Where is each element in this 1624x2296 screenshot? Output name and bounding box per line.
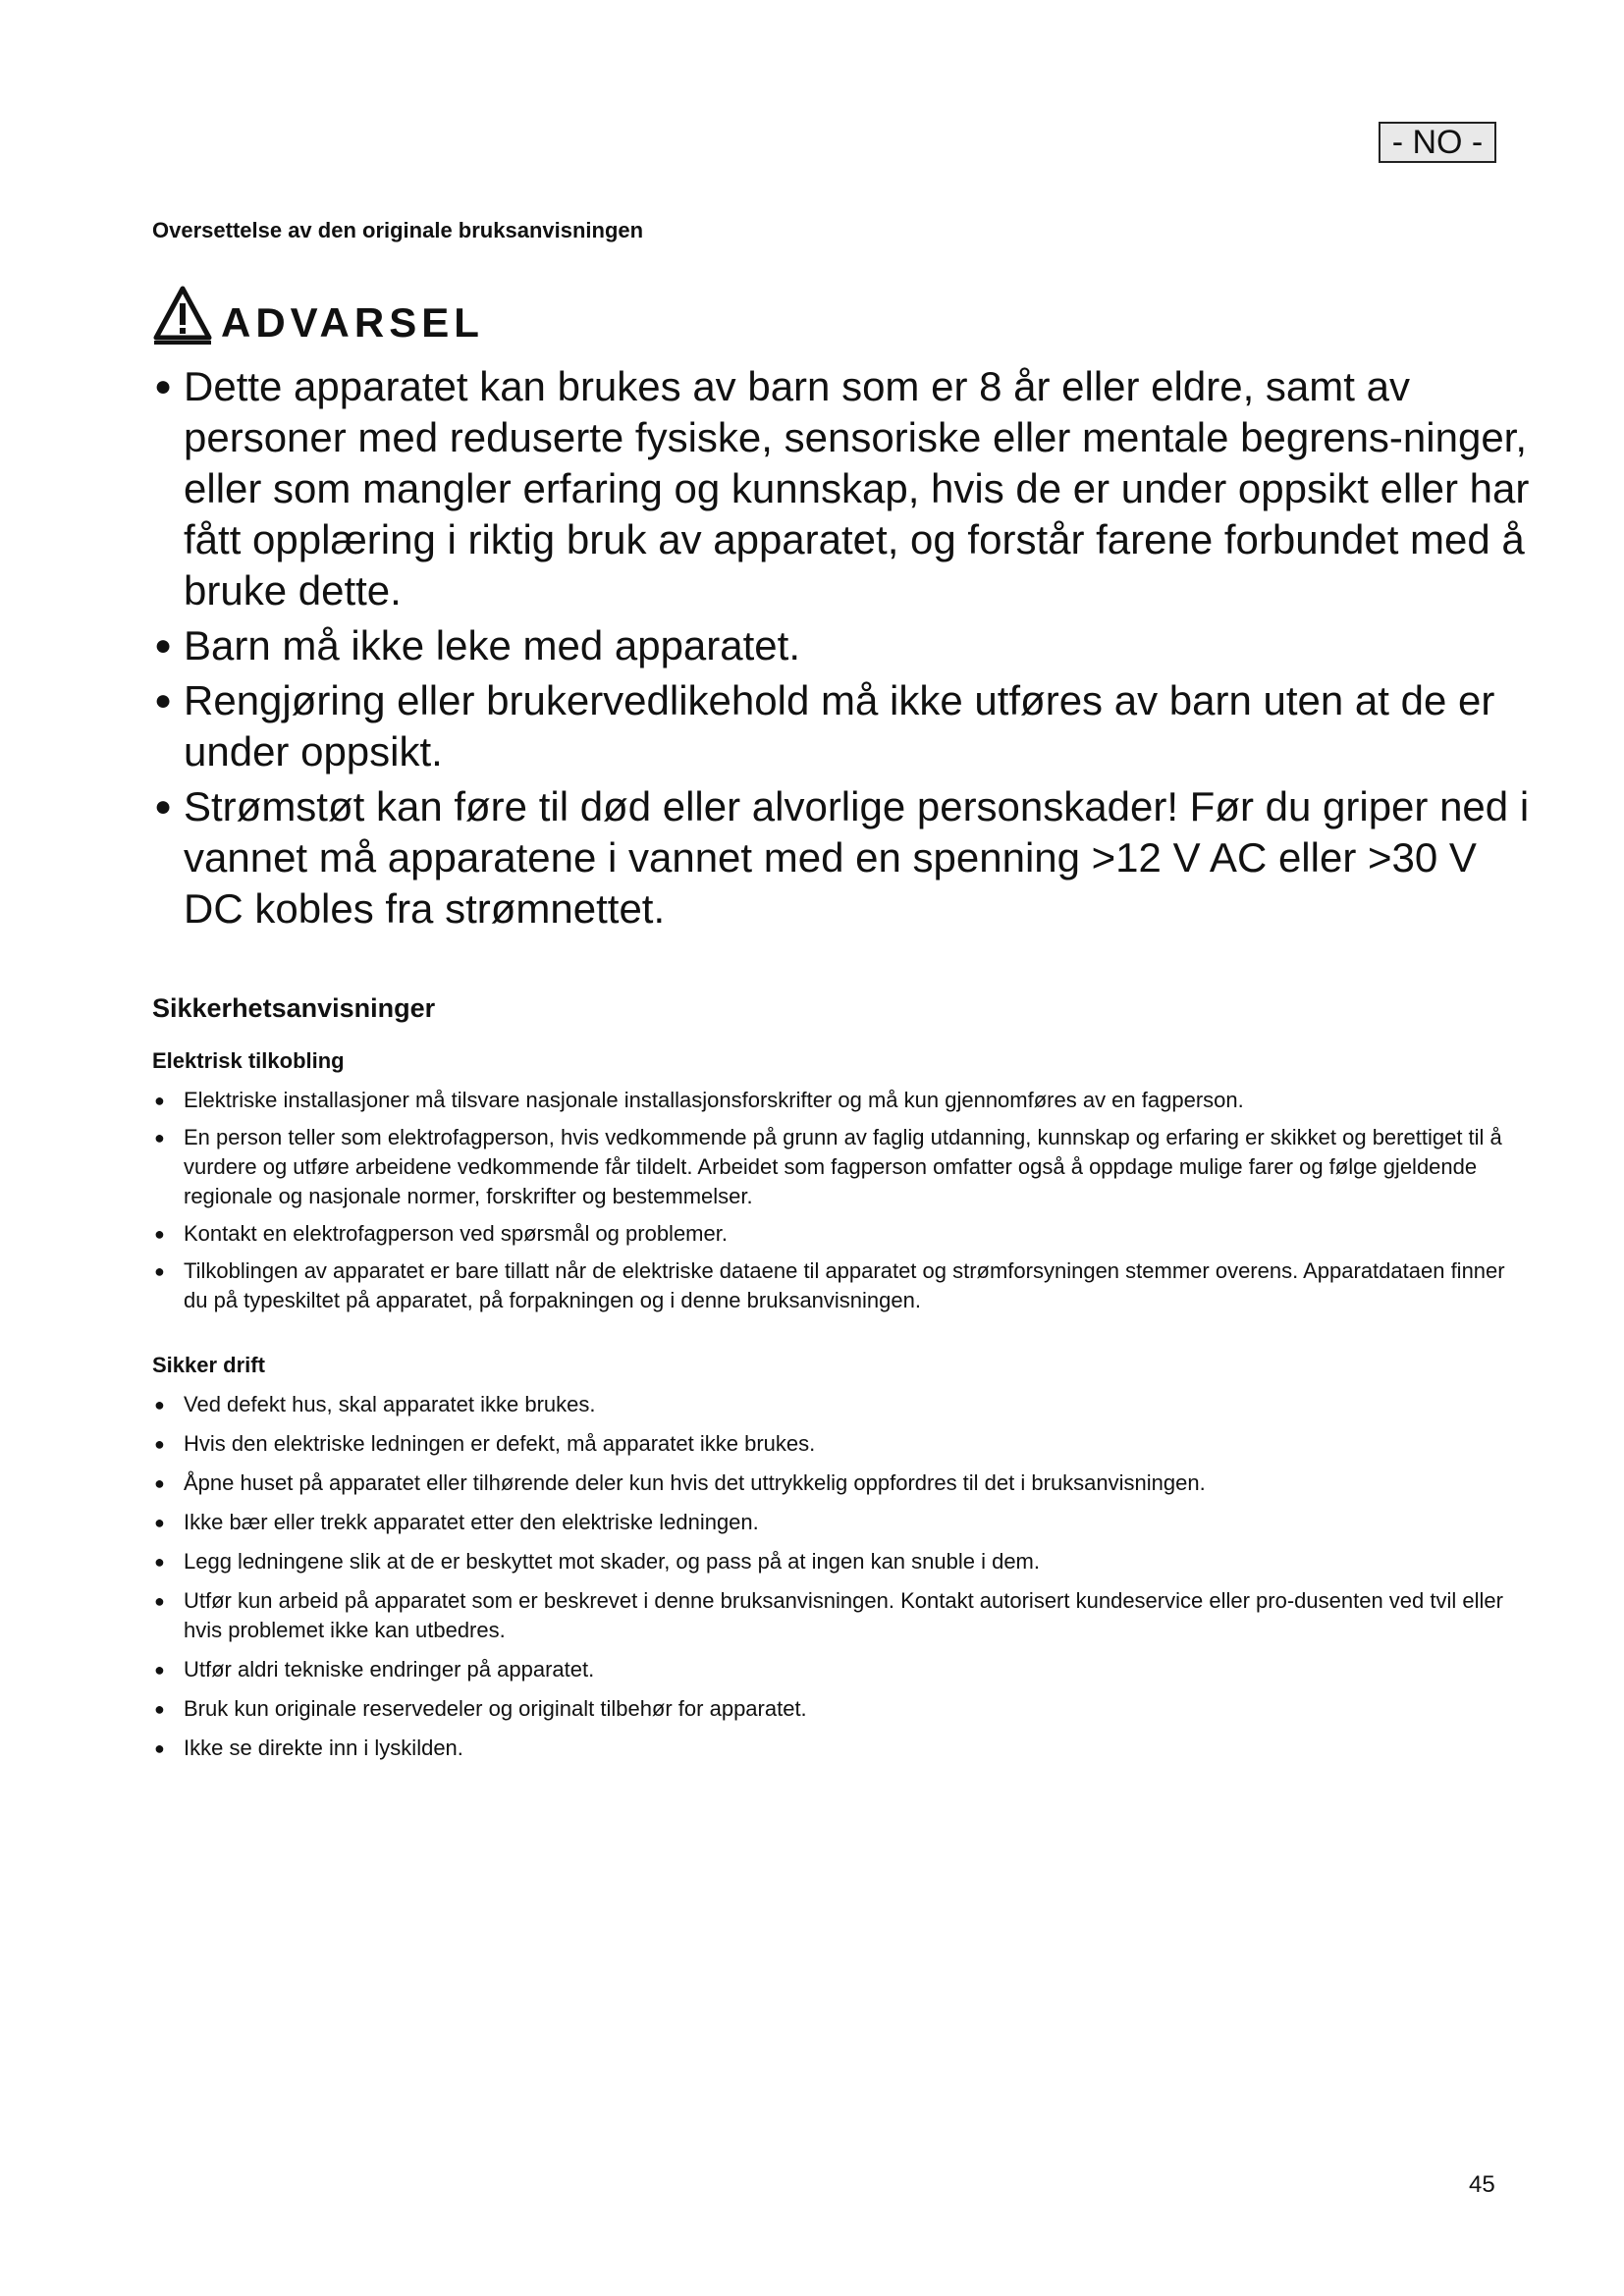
warning-item: ● Rengjøring eller brukervedlikehold må ikke utføres av barn uten at de er under oppsikt. bbox=[154, 677, 1495, 774]
list-item: ● Kontakt en elektrofagperson ved spørsmål og problemer. bbox=[152, 1219, 1507, 1249]
list-item: ● Åpne huset på apparatet eller tilhørende deler kun hvis det uttrykkelig oppfordres til det i bruksanvisningen. bbox=[152, 1468, 1507, 1498]
list-item: ● Elektriske installasjoner må tilsvare nasjonale installasjonsforskrifter og må kun gjennomføres av en fagperson. bbox=[152, 1086, 1507, 1115]
bullet-icon: ● bbox=[154, 629, 173, 662]
safety-section-title: Sikkerhetsanvisninger bbox=[152, 993, 436, 1023]
bullet-icon: ● bbox=[154, 1513, 165, 1532]
bullet-icon: ● bbox=[154, 1091, 165, 1110]
warning-triangle-icon bbox=[152, 285, 213, 346]
electrical-subtitle: Elektrisk tilkobling bbox=[152, 1048, 345, 1073]
bullet-icon: ● bbox=[154, 1699, 165, 1719]
bullet-icon: ● bbox=[154, 1395, 165, 1415]
bullet-icon: ● bbox=[154, 1224, 165, 1244]
operation-subtitle: Sikker drift bbox=[152, 1353, 265, 1377]
bullet-icon: ● bbox=[154, 1591, 165, 1611]
bullet-icon: ● bbox=[154, 1552, 165, 1572]
bullet-icon: ● bbox=[154, 1261, 165, 1281]
page-number: 45 bbox=[1469, 2171, 1495, 2198]
warning-list bbox=[152, 361, 1546, 938]
warning-item: ● Strømstøt kan føre til død eller alvorlige personskader! Før du griper ned i vannet må apparatene i vannet med en spenning >12 V AC eller >30 V DC kobles fra strømnettet. bbox=[154, 783, 1530, 932]
bullet-icon: ● bbox=[154, 370, 173, 402]
list-item: ● Hvis den elektriske ledningen er defekt, må apparatet ikke brukes. bbox=[152, 1429, 1507, 1459]
list-item: ● Ved defekt hus, skal apparatet ikke brukes. bbox=[152, 1390, 1507, 1419]
operation-list bbox=[152, 1390, 1507, 1763]
bullet-icon: ● bbox=[154, 1473, 165, 1493]
list-item: ● Utfør aldri tekniske endringer på apparatet. bbox=[152, 1655, 1507, 1684]
bullet-icon: ● bbox=[154, 790, 173, 823]
list-item: ● Bruk kun originale reservedeler og originalt tilbehør for apparatet. bbox=[152, 1694, 1507, 1724]
bullet-icon: ● bbox=[154, 1660, 165, 1680]
list-item: ● Tilkoblingen av apparatet er bare tillatt når de elektriske dataene til apparatet og strømforsyningen stemmer overens. Apparatdataen finner du på typeskiltet på apparatet, på forpakningen og i denne bruksanvisningen. bbox=[154, 1258, 1505, 1312]
bullet-icon: ● bbox=[154, 684, 173, 717]
list-item: ● En person teller som elektrofagperson, hvis vedkommende på grunn av faglig utdanning, kunnskap og erfaring er skikket og berettiget til å vurdere og utføre arbeidene vedkommende får tildelt. Arbeidet som fagperson omfatter også å oppdage mulige farer og følge gjeldende regionale og nasjonale normer, forskrifter og bestemmelser. bbox=[154, 1125, 1502, 1208]
warning-title: ADVARSEL bbox=[221, 299, 484, 346]
language-badge: - NO - bbox=[1379, 122, 1496, 163]
translation-note: Oversettelse av den originale bruksanvisningen bbox=[152, 218, 644, 242]
list-item: ● Ikke bær eller trekk apparatet etter den elektriske ledningen. bbox=[152, 1508, 1507, 1537]
warning-heading bbox=[152, 277, 484, 346]
list-item: ● Utfør kun arbeid på apparatet som er beskrevet i denne bruksanvisningen. Kontakt autorisert kundeservice eller pro-dusenten ved tvil eller hvis problemet ikke kan utbedres. bbox=[154, 1588, 1503, 1642]
electrical-list bbox=[152, 1086, 1507, 1315]
warning-item: ● Dette apparatet kan brukes av barn som er 8 år eller eldre, samt av personer med reduserte fysiske, sensoriske eller mentale begrens-ninger, eller som mangler erfaring og kunnskap, hvis de er under oppsikt eller har fått opplæring i riktig bruk av apparatet, og forstår farene forbundet med å bruke dette. bbox=[154, 363, 1530, 614]
list-item: ● Legg ledningene slik at de er beskyttet mot skader, og pass på at ingen kan snuble i dem. bbox=[152, 1547, 1507, 1576]
bullet-icon: ● bbox=[154, 1128, 165, 1148]
list-item: ● Ikke se direkte inn i lyskilden. bbox=[152, 1734, 1507, 1763]
warning-item: ● Barn må ikke leke med apparatet. bbox=[152, 620, 1546, 671]
bullet-icon: ● bbox=[154, 1738, 165, 1758]
bullet-icon: ● bbox=[154, 1434, 165, 1454]
